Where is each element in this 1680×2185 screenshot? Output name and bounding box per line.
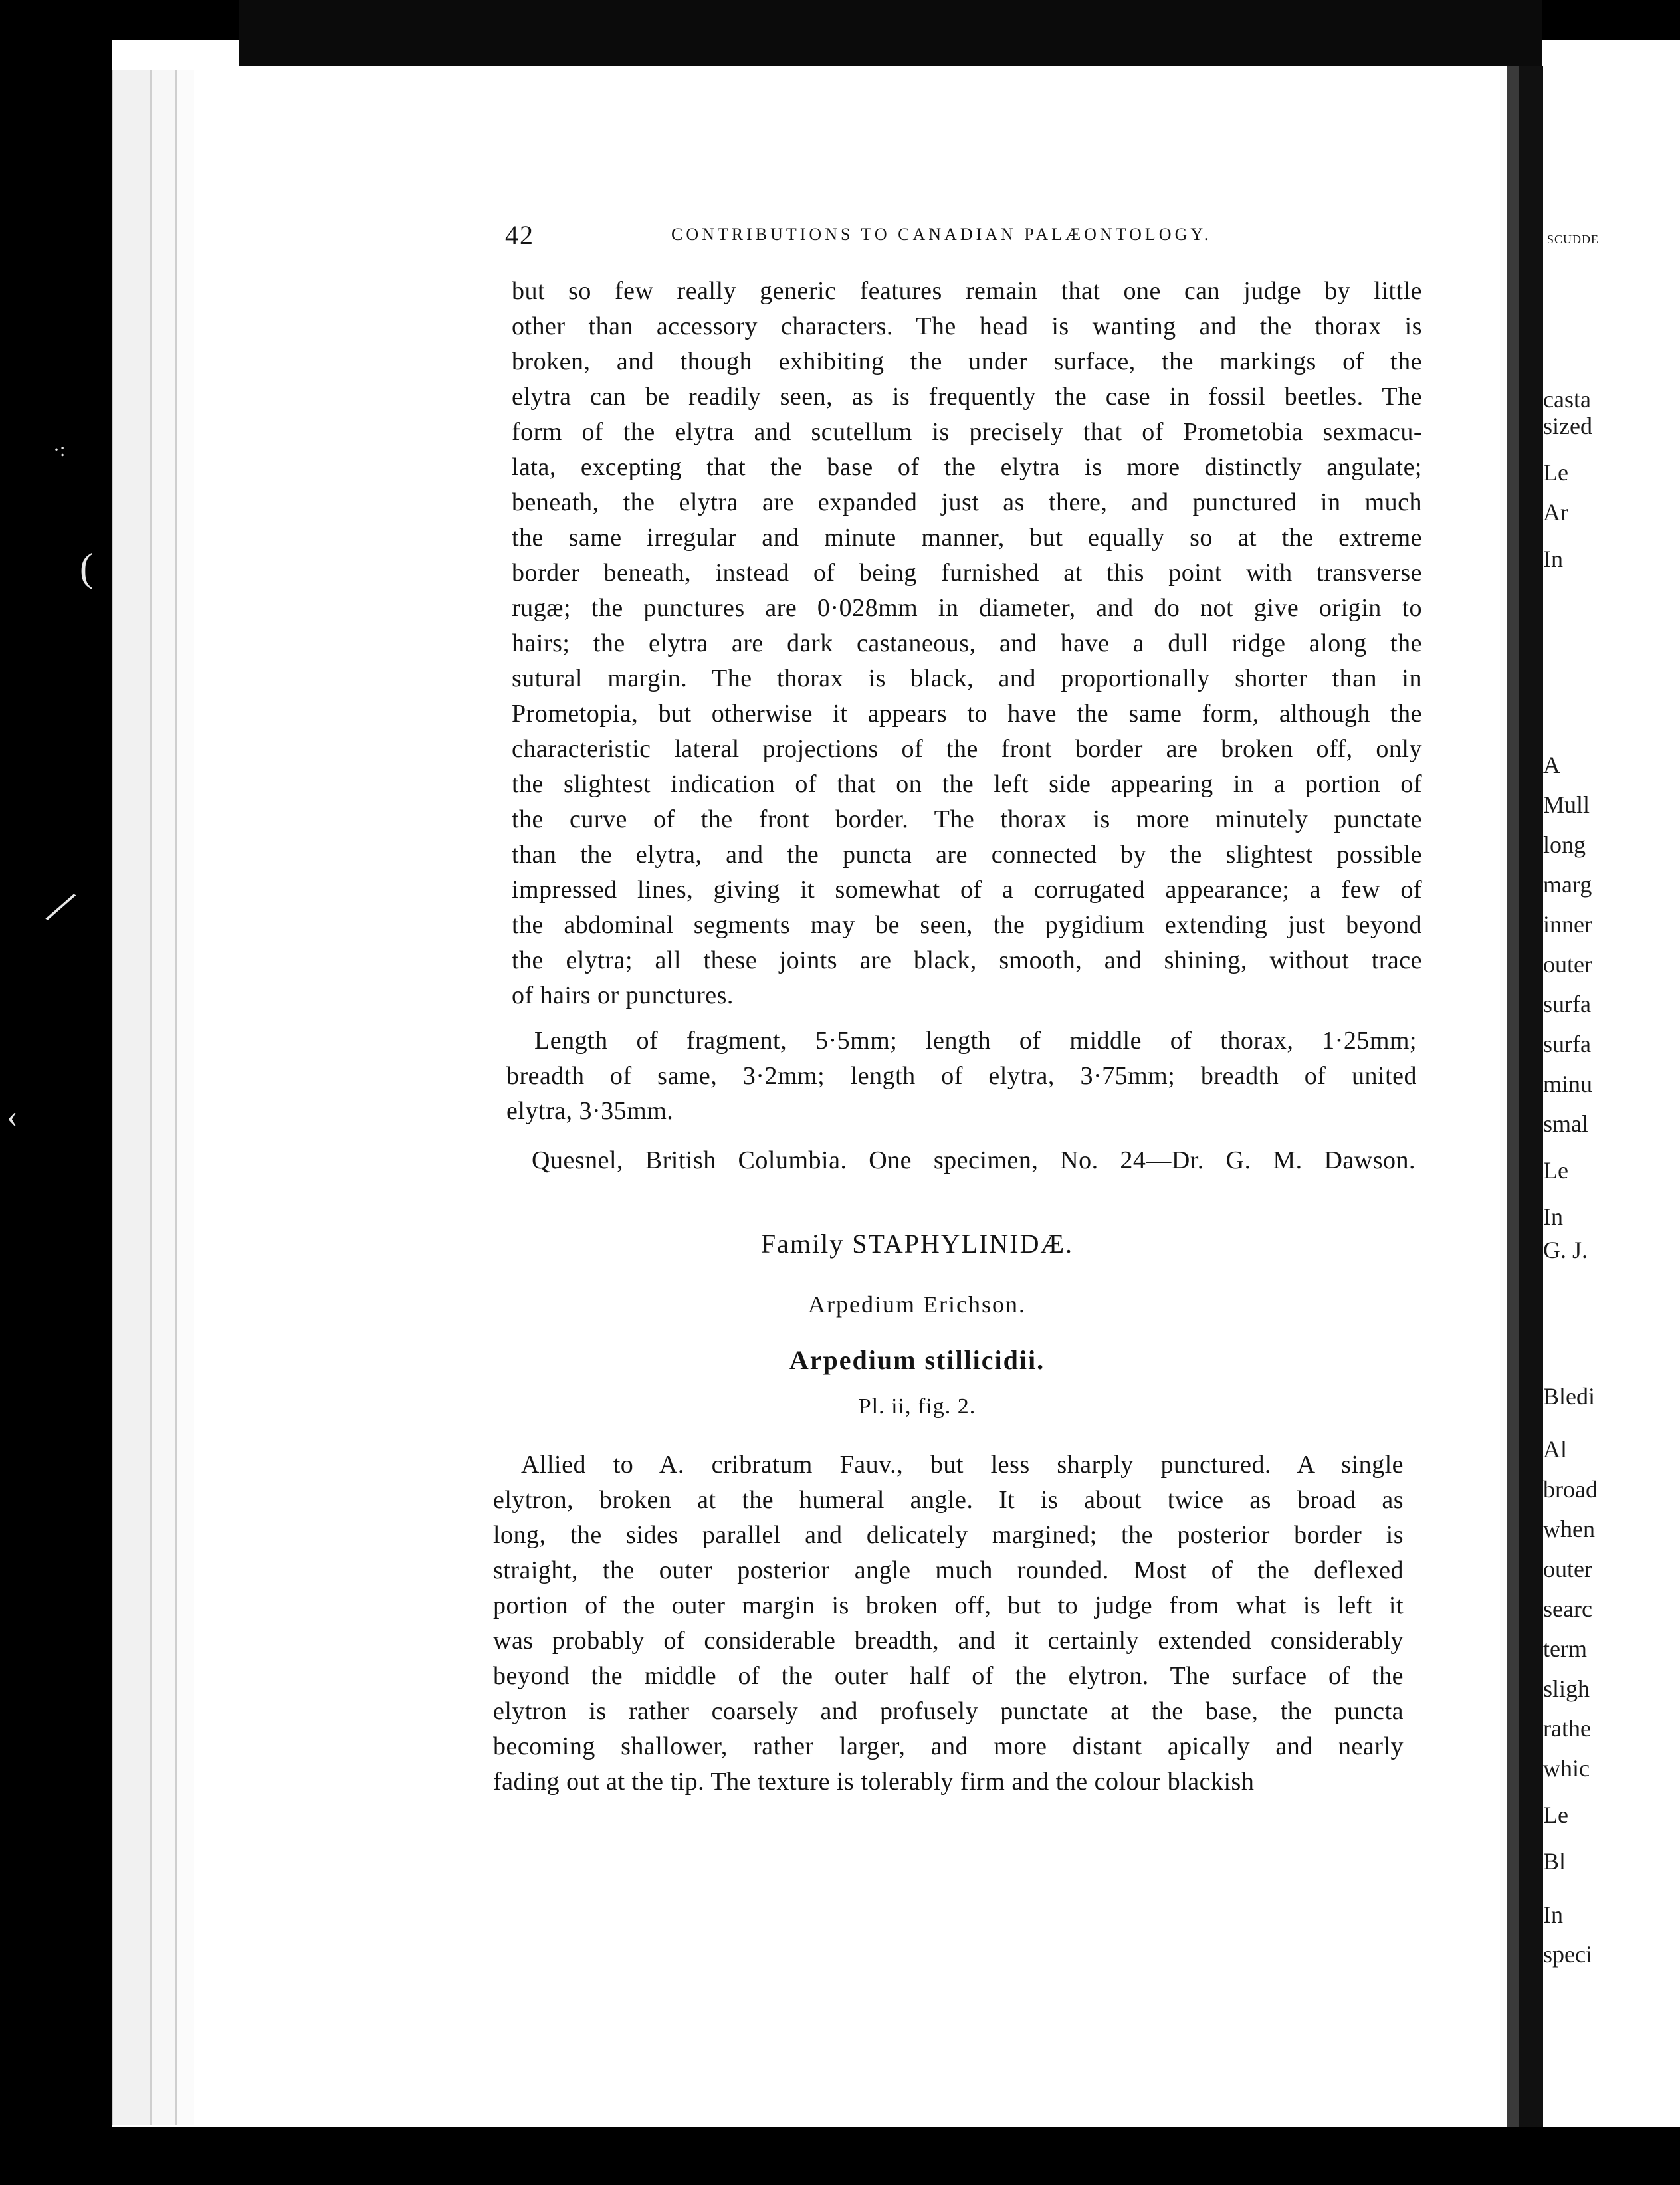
locality-line bbox=[532, 1143, 1416, 1178]
description-line: straight, the outer posterior angle much rounded. Most of the deflexed bbox=[493, 1556, 1404, 1584]
next-page-line: Bledi bbox=[1543, 1383, 1595, 1409]
next-page-line: long bbox=[1543, 831, 1586, 858]
measurements-line: elytra, 3·35mm. bbox=[506, 1097, 674, 1125]
paragraph-line: Prometopia, but otherwise it appears to have the same form, although the bbox=[512, 700, 1422, 728]
description-line: portion of the outer margin is broken off, but to judge from what is left it bbox=[493, 1592, 1404, 1619]
paragraph-line: the slightest indication of that on the left side appearing in a portion of bbox=[512, 770, 1422, 798]
next-page-line: surfa bbox=[1543, 1031, 1591, 1057]
genus-heading: Arpedium Erichson. bbox=[808, 1291, 1026, 1318]
paragraph-line: the abdominal segments may be seen, the pygidium extending just beyond bbox=[512, 911, 1422, 939]
paragraph-line: lata, excepting that the base of the elytra is more distinctly angulate; bbox=[512, 453, 1422, 481]
next-page-line: In bbox=[1543, 1901, 1563, 1928]
paragraph-line: other than accessory characters. The head is wanting and the thorax is bbox=[512, 312, 1422, 340]
measurements-line: breadth of same, 3·2mm; length of elytra, 3·75mm; breadth of united bbox=[506, 1062, 1417, 1090]
next-page-line: A bbox=[1543, 752, 1560, 778]
next-page-line: when bbox=[1543, 1516, 1595, 1542]
book-gutter-shadow bbox=[1507, 66, 1519, 2127]
next-page-line: searc bbox=[1543, 1596, 1592, 1622]
next-page-line: surfa bbox=[1543, 991, 1591, 1017]
plate-reference: Pl. ii, fig. 2. bbox=[858, 1394, 976, 1419]
next-page-line: Le bbox=[1543, 1157, 1568, 1184]
scan-band-top bbox=[239, 0, 1542, 66]
paragraph-line: sutural margin. The thorax is black, and proportionally shorter than in bbox=[512, 665, 1422, 692]
next-page-fragment bbox=[1543, 66, 1680, 2127]
paragraph-line: impressed lines, giving it somewhat of a corrugated appearance; a few of bbox=[512, 876, 1422, 904]
next-page-line: minu bbox=[1543, 1071, 1593, 1097]
next-page-line: Mull bbox=[1543, 791, 1590, 818]
scan-border-left bbox=[0, 0, 112, 2185]
paragraph-line: the curve of the front border. The thorax is more minutely punctate bbox=[512, 805, 1422, 833]
next-page-line: rathe bbox=[1543, 1715, 1591, 1742]
paragraph-line: border beneath, instead of being furnished at this point with transverse bbox=[512, 559, 1422, 587]
next-page-line: broad bbox=[1543, 1476, 1598, 1503]
page-stack-edge bbox=[150, 70, 178, 2125]
paragraph-line: than the elytra, and the puncta are connected by the slightest possible bbox=[512, 841, 1422, 869]
scan-border-bottom bbox=[0, 2127, 1680, 2185]
species-description bbox=[493, 1447, 1404, 1800]
paragraph-line: of hairs or punctures. bbox=[512, 982, 734, 1009]
scan-speck: ‹ bbox=[7, 1097, 18, 1134]
paragraph-line: beneath, the elytra are expanded just as there, and punctured in much bbox=[512, 488, 1422, 516]
scan-speck: ·: bbox=[53, 439, 66, 461]
paragraph-line: elytra can be readily seen, as is frequently the case in fossil beetles. The bbox=[512, 383, 1422, 411]
paragraph-line: form of the elytra and scutellum is precisely that of Prometobia sexmacu- bbox=[512, 418, 1422, 446]
next-page-line: speci bbox=[1543, 1941, 1592, 1968]
description-line: long, the sides parallel and delicately margined; the posterior border is bbox=[493, 1521, 1404, 1549]
running-header bbox=[505, 219, 1435, 253]
paragraph-line: the elytra; all these joints are black, smooth, and shining, without trace bbox=[512, 946, 1422, 974]
next-page-line: Le bbox=[1543, 1802, 1568, 1828]
measurements-line: Length of fragment, 5·5mm; length of middle of thorax, 1·25mm; bbox=[534, 1027, 1417, 1055]
description-line: beyond the middle of the outer half of the elytron. The surface of the bbox=[493, 1662, 1404, 1690]
book-gutter bbox=[1519, 66, 1543, 2127]
next-page-line: outer bbox=[1543, 1556, 1592, 1582]
description-line: was probably of considerable breadth, and it certainly extended considerably bbox=[493, 1627, 1404, 1655]
paragraph-line: hairs; the elytra are dark castaneous, and have a dull ridge along the bbox=[512, 629, 1422, 657]
paragraph-line: the same irregular and minute manner, but equally so at the extreme bbox=[512, 524, 1422, 552]
next-page-line: Ar bbox=[1543, 499, 1568, 526]
scan-speck: / bbox=[39, 878, 82, 936]
description-line: Allied to A. cribratum Fauv., but less sharply punctured. A single bbox=[521, 1451, 1404, 1479]
next-page-line: In bbox=[1543, 1203, 1563, 1230]
locality-text: Quesnel, British Columbia. One specimen, No. 24—Dr. G. M. Dawson. bbox=[532, 1146, 1416, 1174]
next-page-line: G. J. bbox=[1543, 1237, 1588, 1263]
description-line: elytron is rather coarsely and profusely punctate at the base, the puncta bbox=[493, 1697, 1404, 1725]
next-page-line: inner bbox=[1543, 911, 1592, 938]
paragraph-line: characteristic lateral projections of the front border are broken off, only bbox=[512, 735, 1422, 763]
running-title: CONTRIBUTIONS TO CANADIAN PALÆONTOLOGY. bbox=[671, 225, 1212, 244]
paragraph-line: but so few really generic features remain that one can judge by little bbox=[512, 277, 1422, 305]
next-page-line: marg bbox=[1543, 871, 1592, 898]
next-page-line: smal bbox=[1543, 1110, 1588, 1137]
page-number: 42 bbox=[505, 220, 534, 250]
measurements-paragraph bbox=[506, 1023, 1417, 1129]
description-line: elytron, broken at the humeral angle. It is about twice as broad as bbox=[493, 1486, 1404, 1514]
species-heading: Arpedium stillicidii. bbox=[789, 1345, 1045, 1375]
next-page-line: In bbox=[1543, 546, 1563, 572]
page-stack-edge bbox=[112, 70, 153, 2125]
scan-speck: ( bbox=[80, 546, 93, 589]
paragraph-line: rugæ; the punctures are 0·028mm in diameter, and do not give origin to bbox=[512, 594, 1422, 622]
next-page-line: Bl bbox=[1543, 1848, 1566, 1875]
paragraph-line: broken, and though exhibiting the under surface, the markings of the bbox=[512, 348, 1422, 375]
next-page-line: outer bbox=[1543, 951, 1592, 978]
family-heading: Family STAPHYLINIDÆ. bbox=[760, 1229, 1074, 1259]
next-page-line: term bbox=[1543, 1635, 1587, 1662]
next-page-line: sligh bbox=[1543, 1675, 1590, 1702]
next-page-line: sized bbox=[1543, 413, 1592, 439]
next-page-header: SCUDDE bbox=[1547, 233, 1600, 246]
next-page-line: Al bbox=[1543, 1436, 1567, 1463]
description-line: becoming shallower, rather larger, and more distant apically and nearly bbox=[493, 1732, 1404, 1760]
description-line: fading out at the tip. The texture is tolerably firm and the colour blackish bbox=[493, 1768, 1255, 1796]
next-page-line: Le bbox=[1543, 459, 1568, 486]
next-page-line: whic bbox=[1543, 1755, 1590, 1782]
paragraph-continued bbox=[512, 274, 1422, 1013]
next-page-line: casta bbox=[1543, 386, 1591, 413]
